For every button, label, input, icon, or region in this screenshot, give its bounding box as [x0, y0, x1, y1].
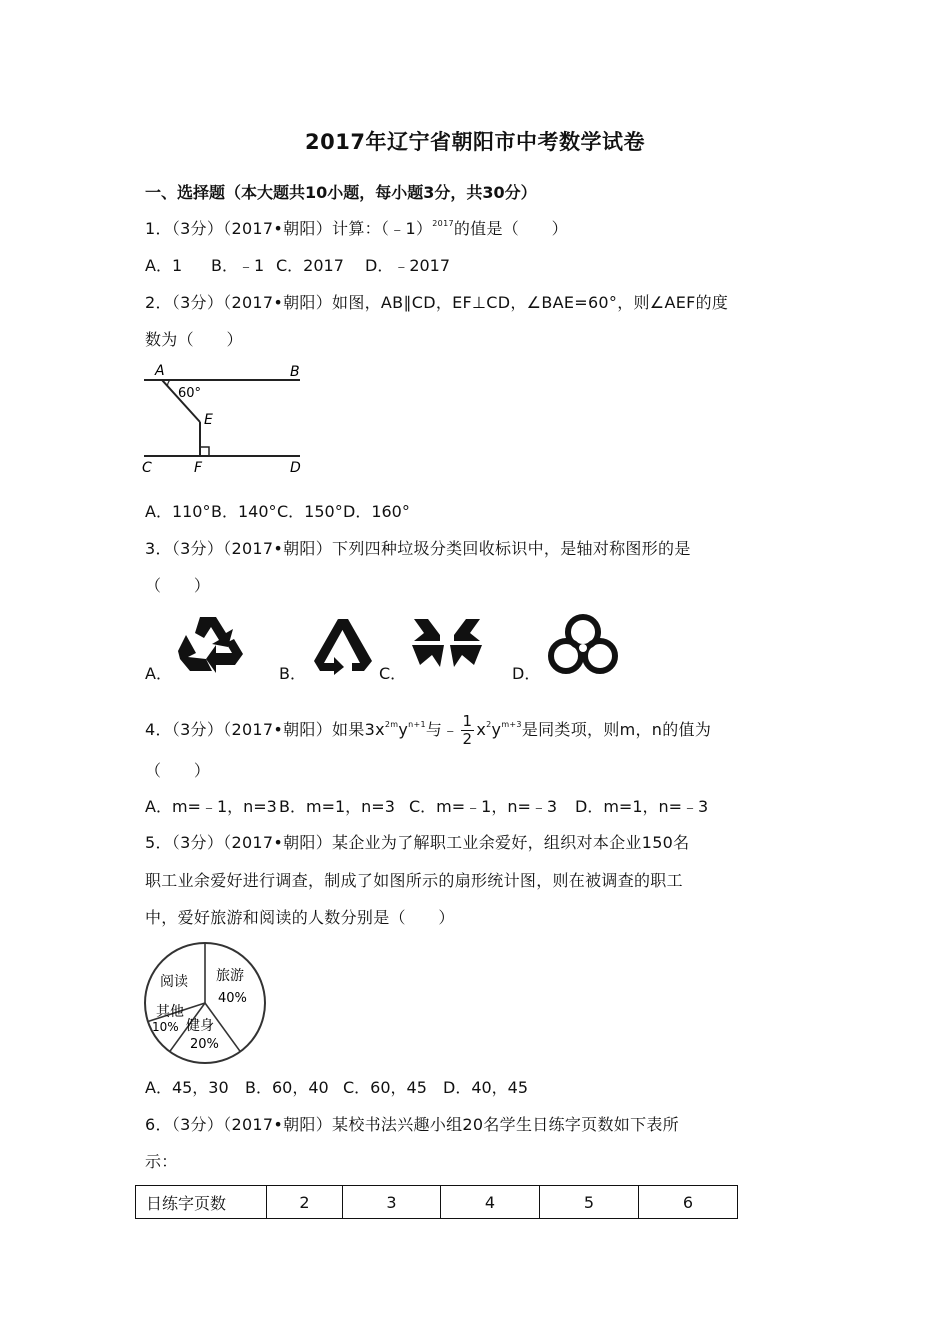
- q4-var-y2: y: [491, 720, 502, 739]
- q4-var-x: x: [476, 720, 487, 739]
- question-1: [145, 219, 568, 239]
- question-6-cont: 示：: [145, 1152, 178, 1171]
- q1-option-a[interactable]: A．1: [145, 256, 183, 275]
- practice-pages-table: [135, 1185, 738, 1219]
- question-3-cont: （ ）: [145, 576, 211, 595]
- table-row: [136, 1186, 738, 1219]
- right-angle-mark: [200, 447, 209, 456]
- slice-value-fitness: 20%: [190, 1037, 219, 1052]
- page-title: 2017年辽宁省朝阳市中考数学试卷: [305, 130, 645, 154]
- q2-options: [145, 502, 410, 522]
- slice-value-other: 10%: [152, 1020, 179, 1034]
- slice-label-other: 其他: [156, 1004, 184, 1020]
- label-f: F: [194, 460, 203, 476]
- q4-exp4: m+3: [501, 720, 522, 729]
- question-3: 3．（3分）（2017•朝阳）下列四种垃圾分类回收标识中，是轴对称图形的是: [145, 539, 691, 558]
- angle-label: 60°: [178, 386, 202, 401]
- q4-conj: 与﹣: [425, 720, 459, 739]
- table-cell: 2: [267, 1186, 343, 1219]
- q4-options: [145, 797, 708, 817]
- slice-value-travel: 40%: [218, 991, 247, 1006]
- q4-option-b[interactable]: B．m=1，n=3: [279, 797, 395, 816]
- q5-options: [145, 1078, 528, 1098]
- slice-label-fitness: 健身: [186, 1018, 214, 1034]
- q4-fraction: [461, 713, 475, 748]
- question-4: [145, 710, 711, 750]
- fraction-numerator: 1: [462, 712, 473, 730]
- q5-option-a[interactable]: A．45，30: [145, 1078, 229, 1097]
- section-heading: 一、选择题（本大题共10小题，每小题3分，共30分）: [145, 183, 537, 202]
- q1-options: [145, 256, 450, 276]
- slice-label-travel: 旅游: [216, 968, 244, 984]
- q1-stem-end: 的值是（ ）: [453, 219, 568, 238]
- question-2-cont: 数为（ ）: [145, 330, 243, 349]
- label-c: C: [142, 460, 152, 476]
- q4-var-y: y: [398, 720, 409, 739]
- q2-option-b[interactable]: B．140°: [211, 502, 277, 521]
- crossed-arrows-icon: [410, 615, 484, 671]
- q5-option-d[interactable]: D．40，45: [443, 1078, 529, 1097]
- question-2: 2．（3分）（2017•朝阳）如图，AB∥CD，EF⊥CD，∠BAE=60°，则∠AEF的度: [145, 293, 729, 312]
- q2-option-c[interactable]: C．150°: [277, 502, 343, 521]
- q3-option-b[interactable]: B．: [279, 664, 306, 683]
- table-cell: 6: [639, 1186, 738, 1219]
- q3-option-d[interactable]: D．: [512, 664, 541, 683]
- q1-exponent: 2017: [432, 219, 454, 228]
- fraction-denominator: 2: [462, 730, 473, 748]
- triangle-arrows-icon: [308, 613, 378, 677]
- q4-option-a[interactable]: A．m=﹣1，n=3: [145, 797, 277, 816]
- label-d: D: [290, 460, 301, 476]
- question-6: 6．（3分）（2017•朝阳）某校书法兴趣小组20名学生日练字页数如下表所: [145, 1115, 679, 1134]
- q1-stem: 1．（3分）（2017•朝阳）计算：（﹣1）: [145, 219, 433, 238]
- recycle-icon: [176, 613, 248, 675]
- q4-exp1: 2m: [384, 720, 399, 729]
- slice-label-reading: 阅读: [160, 974, 188, 990]
- label-e: E: [204, 412, 213, 428]
- q1-option-c[interactable]: C．2017: [276, 256, 344, 275]
- q3-option-c[interactable]: C．: [379, 664, 407, 683]
- q5-option-c[interactable]: C．60，45: [343, 1078, 427, 1097]
- q5-option-b[interactable]: B．60，40: [245, 1078, 329, 1097]
- label-a: A: [155, 363, 165, 379]
- question-4-cont: （ ）: [145, 761, 211, 780]
- q4-stem-end: 是同类项，则m，n的值为: [521, 720, 712, 739]
- biohazard-icon: [544, 612, 622, 678]
- q2-option-d[interactable]: D．160°: [343, 502, 410, 521]
- q4-option-c[interactable]: C．m=﹣1，n=﹣3: [409, 797, 558, 816]
- question-5-cont2: 中，爱好旅游和阅读的人数分别是（ ）: [145, 908, 455, 927]
- question-5-cont: 职工业余爱好进行调查，制成了如图所示的扇形统计图，则在被调查的职工: [145, 871, 683, 890]
- q4-exp3: 2: [486, 720, 492, 729]
- q3-option-a[interactable]: A．: [145, 664, 172, 683]
- table-header-cell: 日练字页数: [136, 1186, 267, 1219]
- q1-option-d[interactable]: D．﹣2017: [365, 256, 451, 275]
- label-b: B: [290, 364, 300, 380]
- pie-chart: [140, 938, 270, 1068]
- question-5: 5．（3分）（2017•朝阳）某企业为了解职工业余爱好，组织对本企业150名: [145, 833, 690, 852]
- q2-option-a[interactable]: A．110°: [145, 502, 211, 521]
- q4-stem: 4．（3分）（2017•朝阳）如果3x: [145, 720, 385, 739]
- q4-option-d[interactable]: D．m=1，n=﹣3: [575, 797, 709, 816]
- table-cell: 4: [441, 1186, 540, 1219]
- q1-option-b[interactable]: B．﹣1: [211, 256, 265, 275]
- table-cell: 3: [343, 1186, 441, 1219]
- q2-geometry-figure: [140, 360, 310, 478]
- table-cell: 5: [540, 1186, 639, 1219]
- q4-exp2: n+1: [408, 720, 426, 729]
